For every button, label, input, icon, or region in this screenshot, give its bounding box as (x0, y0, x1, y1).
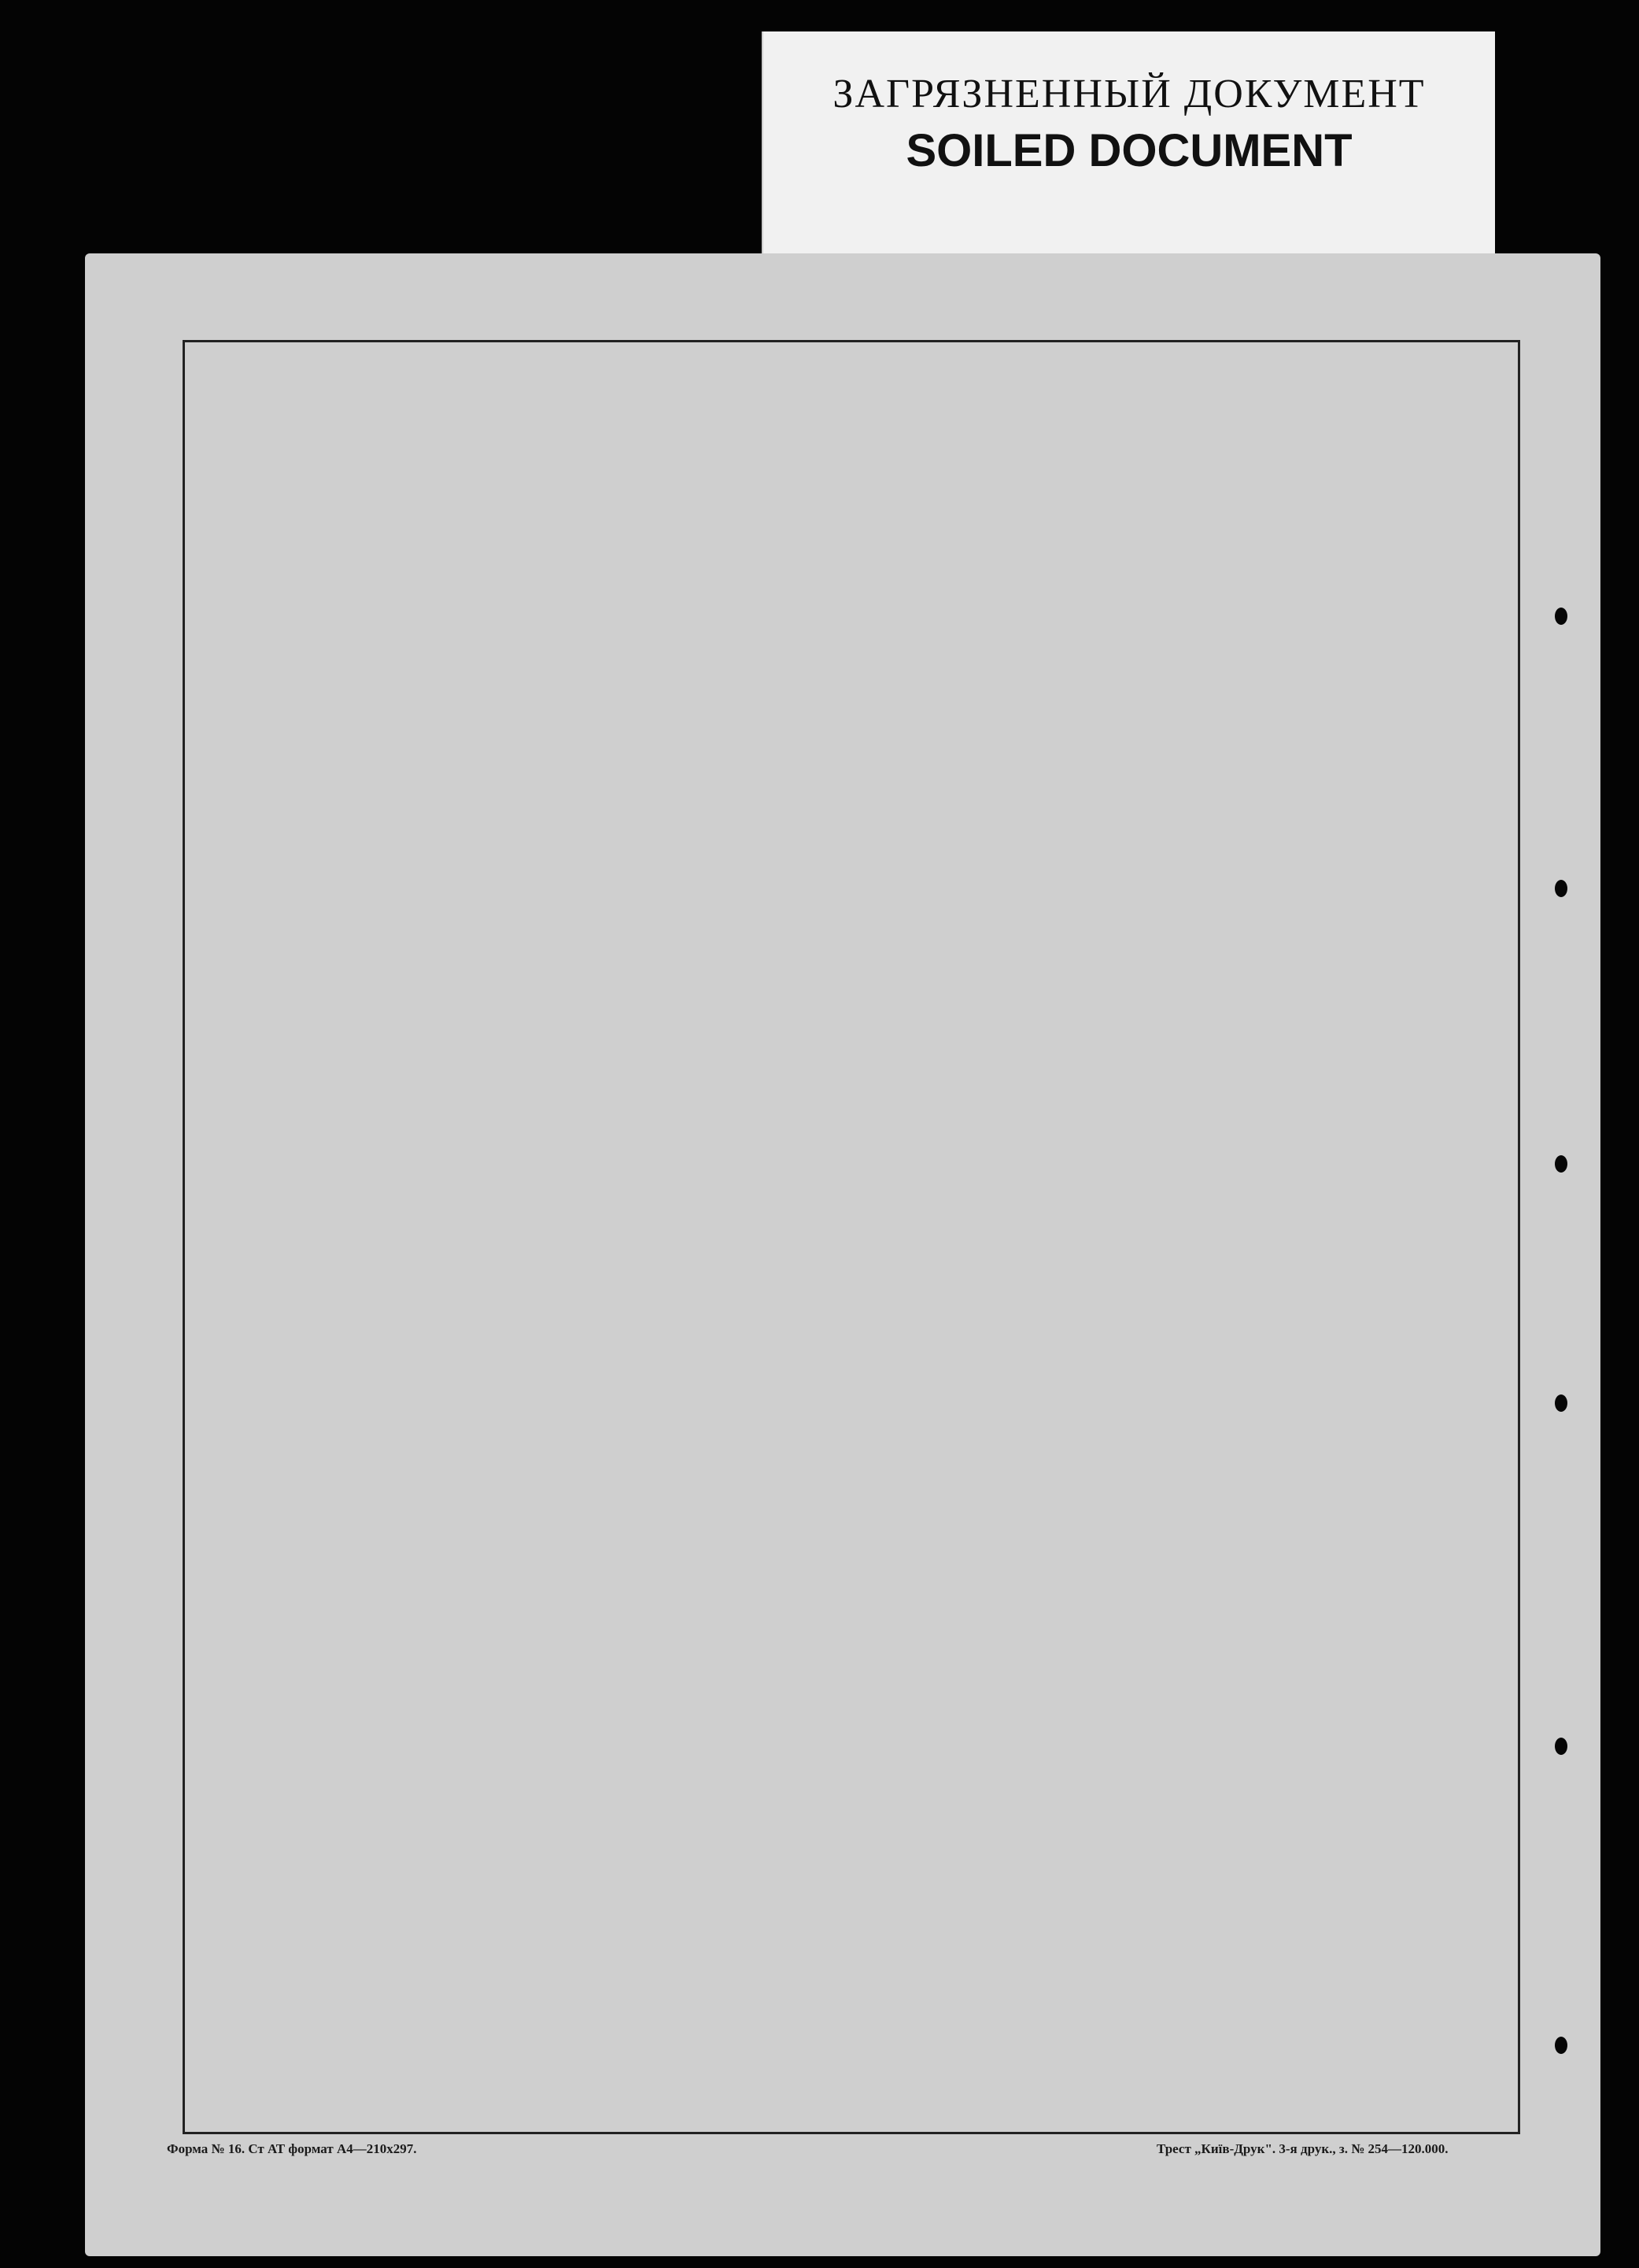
binding-hole (1555, 880, 1567, 897)
soiled-document-stamp (762, 31, 1495, 260)
binding-hole (1555, 1738, 1567, 1755)
footer-form-number: Форма № 16. Ст АТ формат А4—210х297. (167, 2141, 417, 2156)
form-frame (183, 340, 1520, 2134)
stamp-english: SOILED DOCUMENT (906, 125, 1353, 176)
binding-hole (1555, 2037, 1567, 2054)
binding-hole (1555, 1155, 1567, 1173)
stamp-russian: ЗАГРЯЗНЕННЫЙ ДОКУМЕНТ (832, 72, 1426, 116)
binding-hole (1555, 608, 1567, 625)
footer-printer: Трест „Київ-Друк". 3-я друк., з. № 254—120.000. (1157, 2141, 1449, 2156)
binding-hole (1555, 1394, 1567, 1412)
